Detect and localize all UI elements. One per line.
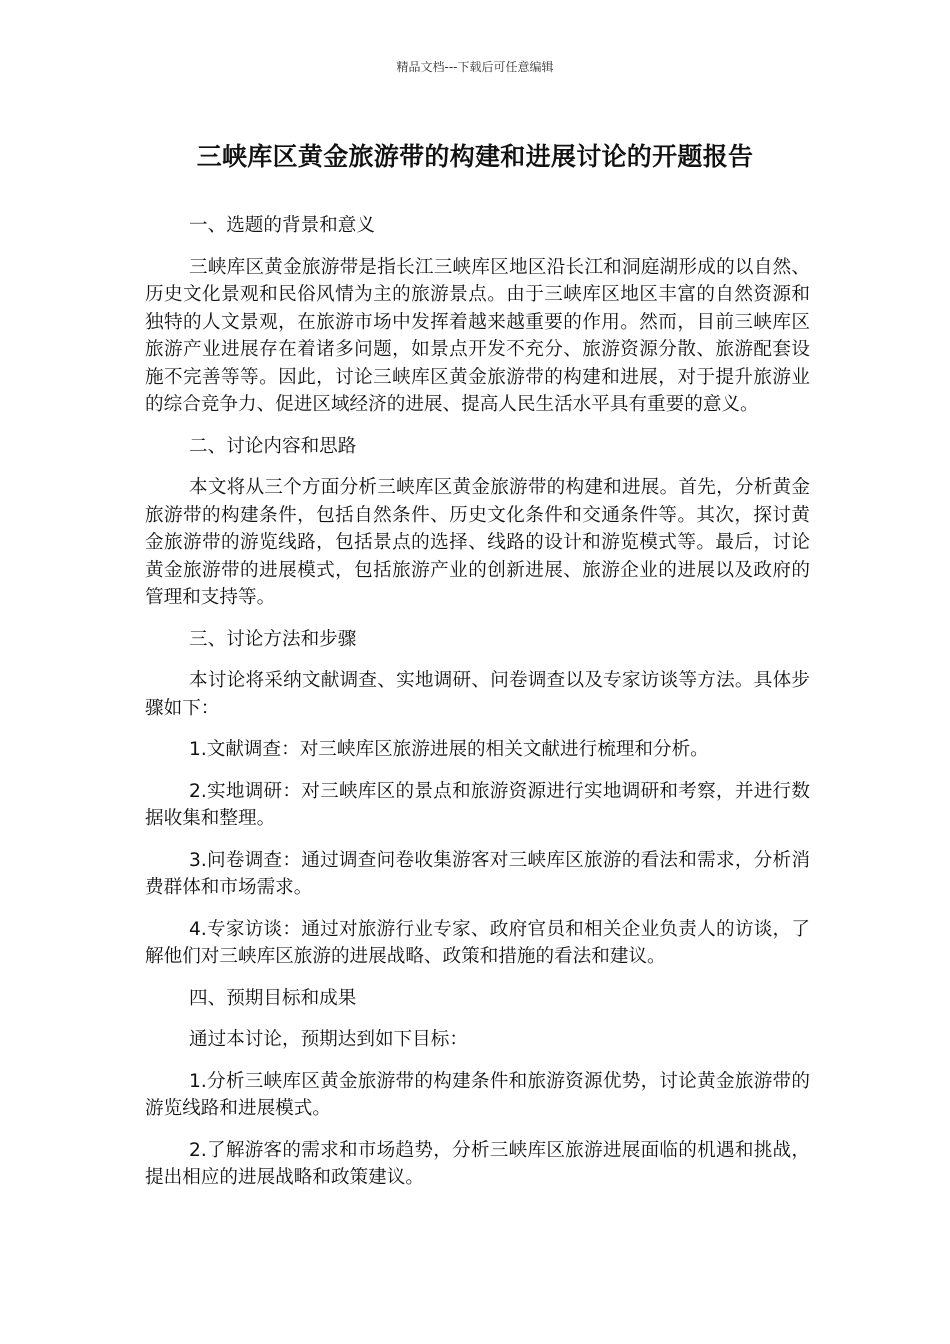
section-heading-background: 一、选题的背景和意义 — [189, 215, 375, 236]
document-title: 三峡库区黄金旅游带的构建和进展讨论的开题报告 — [196, 142, 754, 171]
section-heading-methods: 三、讨论方法和步骤 — [189, 628, 357, 650]
list-item-goal-1: 1.分析三峡库区黄金旅游带的构建条件和旅游资源优势，讨论黄金旅游带的游览线路和进展模式。 — [145, 1070, 810, 1119]
section-heading-goals: 四、预期目标和成果 — [189, 987, 357, 1009]
section-heading-content: 二、讨论内容和思路 — [189, 435, 357, 457]
page-header: 精品文档---下载后可任意编辑 — [396, 60, 554, 74]
list-item-goal-2: 2.了解游客的需求和市场趋势，分析三峡库区旅游进展面临的机遇和挑战，提出相应的进展战略和政策建议。 — [145, 1139, 810, 1188]
list-item-literature: 1.文献调查：对三峡库区旅游进展的相关文献进行梳理和分析。 — [189, 739, 709, 760]
paragraph-goals-intro: 通过本讨论，预期达到如下目标： — [189, 1029, 468, 1050]
list-item-field-research: 2.实地调研：对三峡库区的景点和旅游资源进行实地调研和考察，并进行数据收集和整理。 — [145, 780, 810, 829]
list-item-expert-interview: 4.专家访谈：通过对旅游行业专家、政府官员和相关企业负责人的访谈，了解他们对三峡库区旅游的进展战略、政策和措施的看法和建议。 — [145, 918, 810, 967]
paragraph-content: 本文将从三个方面分析三峡库区黄金旅游带的构建和进展。首先，分析黄金旅游带的构建条件，包括自然条件、历史文化条件和交通条件等。其次，探讨黄金旅游带的游览线路，包括景点的选择、线路的设计和游览模式等。最后，讨论黄金旅游带的进展模式，包括旅游产业的创新进展、旅游企业的进展以及政府的管理和支持等。 — [145, 477, 810, 608]
document-body — [145, 212, 810, 1206]
paragraph-methods-intro: 本讨论将采纳文献调查、实地调研、问卷调查以及专家访谈等方法。具体步骤如下： — [145, 670, 810, 719]
paragraph-background: 三峡库区黄金旅游带是指长江三峡库区地区沿长江和洞庭湖形成的以自然、历史文化景观和民俗风情为主的旅游景点。由于三峡库区地区丰富的自然资源和独特的人文景观，在旅游市场中发挥着越来越重要的作用。然而，目前三峡库区旅游产业进展存在着诸多问题，如景点开发不充分、旅游资源分散、旅游配套设施不完善等等。因此，讨论三峡库区黄金旅游带的构建和进展，对于提升旅游业的综合竞争力、促进区域经济的进展、提高人民生活水平具有重要的意义。 — [145, 256, 810, 415]
list-item-questionnaire: 3.问卷调查：通过调查问卷收集游客对三峡库区旅游的看法和需求，分析消费群体和市场需求。 — [145, 849, 810, 898]
